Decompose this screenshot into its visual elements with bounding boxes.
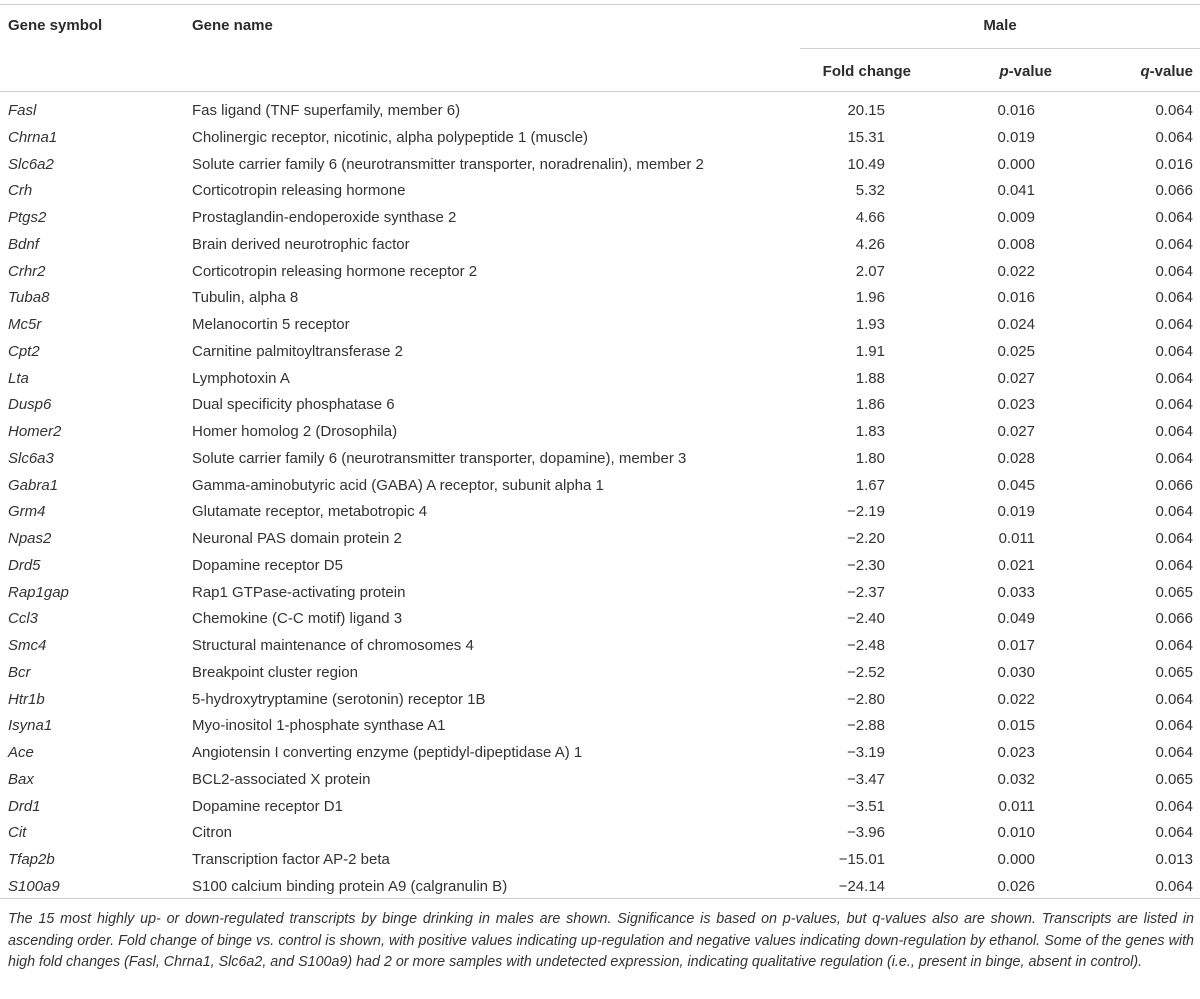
table-row — [0, 847, 1200, 874]
table-row — [0, 152, 1200, 179]
q-value-cell: 0.064 — [1155, 396, 1193, 414]
q-value-cell: 0.064 — [1155, 503, 1193, 521]
p-value-cell: 0.041 — [997, 182, 1035, 200]
table-row — [0, 339, 1200, 366]
p-value-cell: 0.024 — [997, 316, 1035, 333]
fold-change-cell: −3.19 — [847, 744, 885, 761]
p-value-cell: 0.019 — [997, 503, 1035, 521]
q-value-cell: 0.065 — [1155, 583, 1193, 601]
table-row — [0, 259, 1200, 286]
table-row — [0, 205, 1200, 232]
gene-symbol-cell: Tfap2b — [8, 851, 55, 868]
p-value-cell: 0.027 — [997, 369, 1035, 387]
fold-change-cell: 10.49 — [847, 155, 885, 173]
p-value-cell: 0.026 — [997, 877, 1035, 895]
gene-name-cell: Solute carrier family 6 (neurotransmitter transporter, noradrenalin), member 2 — [192, 155, 704, 173]
q-value-cell: 0.064 — [1155, 209, 1193, 226]
fold-change-cell: 1.93 — [855, 316, 885, 333]
group-rule — [800, 48, 1200, 49]
p-value-cell: 0.010 — [997, 824, 1035, 842]
gene-symbol-cell: Slc6a3 — [8, 449, 54, 467]
gene-symbol-cell: Bcr — [8, 663, 31, 681]
p-value-cell: 0.016 — [997, 102, 1035, 119]
p-value-cell: 0.011 — [998, 797, 1035, 815]
gene-symbol-cell: Bax — [8, 770, 34, 788]
fold-change-cell: −2.52 — [847, 663, 885, 681]
table-row — [0, 740, 1200, 767]
gene-name-cell: Lymphotoxin A — [192, 369, 290, 387]
p-value-cell: 0.009 — [997, 209, 1035, 226]
gene-symbol-cell: Drd5 — [8, 556, 41, 574]
gene-name-cell: Dual specificity phosphatase 6 — [192, 396, 395, 414]
p-value-cell: 0.021 — [997, 556, 1035, 574]
p-value-cell: 0.030 — [997, 663, 1035, 681]
q-value-cell: 0.064 — [1155, 289, 1193, 307]
gene-symbol-cell: Smc4 — [8, 637, 47, 654]
fold-change-cell: 1.88 — [855, 369, 885, 387]
gene-symbol-cell: Chrna1 — [8, 128, 58, 146]
p-value-cell: 0.023 — [997, 396, 1035, 414]
header-p-suffix: -value — [1008, 63, 1052, 80]
fold-change-cell: −2.30 — [847, 556, 885, 574]
fold-change-cell: 1.91 — [855, 342, 885, 360]
header-p-letter: p — [999, 63, 1009, 80]
table-row — [0, 446, 1200, 473]
p-value-cell: 0.000 — [997, 851, 1035, 868]
q-value-cell: 0.064 — [1155, 102, 1193, 119]
fold-change-cell: 1.96 — [855, 289, 885, 307]
q-value-cell: 0.064 — [1155, 797, 1193, 815]
fold-change-cell: 20.15 — [847, 102, 885, 119]
p-value-cell: 0.033 — [997, 583, 1035, 601]
gene-symbol-cell: Drd1 — [8, 797, 41, 815]
table-row — [0, 713, 1200, 740]
fold-change-cell: −3.51 — [847, 797, 885, 815]
gene-name-cell: Fas ligand (TNF superfamily, member 6) — [192, 102, 461, 119]
gene-symbol-cell: S100a9 — [8, 877, 60, 895]
gene-name-cell: Breakpoint cluster region — [192, 663, 358, 681]
table-row — [0, 553, 1200, 580]
q-value-cell: 0.013 — [1155, 851, 1193, 868]
fold-change-cell: −15.01 — [838, 851, 885, 868]
gene-symbol-cell: Dusp6 — [8, 396, 52, 414]
q-value-cell: 0.064 — [1155, 449, 1193, 467]
q-value-cell: 0.064 — [1155, 316, 1193, 333]
table-row — [0, 874, 1200, 901]
header-p-value — [960, 63, 1052, 80]
gene-symbol-cell: Gabra1 — [8, 476, 59, 494]
gene-name-cell: Rap1 GTPase-activating protein — [192, 583, 406, 601]
fold-change-cell: 15.31 — [847, 128, 885, 146]
table-row — [0, 419, 1200, 446]
p-value-cell: 0.023 — [997, 744, 1035, 761]
fold-change-cell: 1.80 — [855, 449, 885, 467]
header-q-value — [1100, 63, 1193, 80]
fold-change-cell: 4.66 — [855, 209, 885, 226]
q-value-cell: 0.016 — [1155, 155, 1193, 173]
fold-change-cell: −2.20 — [847, 530, 885, 547]
table-bottom-rule — [0, 898, 1200, 899]
gene-symbol-cell: Grm4 — [8, 503, 46, 521]
table-row — [0, 312, 1200, 339]
gene-name-cell: Solute carrier family 6 (neurotransmitter transporter, dopamine), member 3 — [192, 449, 687, 467]
gene-name-cell: BCL2-associated X protein — [192, 770, 371, 788]
gene-name-cell: Corticotropin releasing hormone receptor 2 — [192, 262, 478, 280]
q-value-cell: 0.066 — [1155, 182, 1193, 200]
gene-name-cell: Dopamine receptor D5 — [192, 556, 343, 574]
p-value-cell: 0.008 — [997, 235, 1035, 253]
p-value-cell: 0.027 — [997, 423, 1035, 440]
fold-change-cell: −24.14 — [838, 877, 885, 895]
gene-name-cell: Brain derived neurotrophic factor — [192, 235, 410, 253]
q-value-cell: 0.064 — [1155, 637, 1193, 654]
gene-name-cell: Citron — [192, 824, 233, 842]
p-value-cell: 0.032 — [997, 770, 1035, 788]
gene-symbol-cell: Crhr2 — [8, 262, 46, 280]
q-value-cell: 0.064 — [1155, 877, 1193, 895]
fold-change-cell: −2.40 — [847, 610, 885, 628]
q-value-cell: 0.064 — [1155, 717, 1193, 735]
p-value-cell: 0.028 — [997, 449, 1035, 467]
table-row — [0, 820, 1200, 847]
gene-name-cell: Chemokine (C-C motif) ligand 3 — [192, 610, 403, 628]
q-value-cell: 0.064 — [1155, 235, 1193, 253]
gene-symbol-cell: Npas2 — [8, 530, 52, 547]
table-row — [0, 526, 1200, 553]
table-row — [0, 366, 1200, 393]
table-row — [0, 473, 1200, 500]
p-value-cell: 0.019 — [997, 128, 1035, 146]
table-footnote: The 15 most highly up- or down-regulated transcripts by binge drinking in males are shown. Significance is based on p-values, but q-values also are shown. Transcripts are listed in ascending order. Fold change of binge vs. control is shown, with positive values indicating up-regulation and negative values indicating down-regulation by ethanol. Some of the genes with high fold changes (Fasl, Chrna1, Slc6a2, and S100a9) had 2 or more samples with undetected expression, indicating qualitative regulation (i.e., present in binge, absent in control). — [8, 911, 1194, 970]
fold-change-cell: 1.83 — [855, 423, 885, 440]
q-value-cell: 0.064 — [1155, 342, 1193, 360]
fold-change-cell: −2.19 — [847, 503, 885, 521]
p-value-cell: 0.017 — [997, 637, 1035, 654]
q-value-cell: 0.064 — [1155, 824, 1193, 842]
fold-change-cell: −2.88 — [847, 717, 885, 735]
table-row — [0, 794, 1200, 821]
table-row — [0, 767, 1200, 794]
table-row — [0, 606, 1200, 633]
gene-symbol-cell: Tuba8 — [8, 289, 50, 307]
q-value-cell: 0.064 — [1155, 369, 1193, 387]
q-value-cell: 0.064 — [1155, 262, 1193, 280]
p-value-cell: 0.022 — [997, 690, 1035, 708]
fold-change-cell: −2.48 — [847, 637, 885, 654]
gene-symbol-cell: Ccl3 — [8, 610, 39, 628]
q-value-cell: 0.064 — [1155, 128, 1193, 146]
p-value-cell: 0.045 — [997, 476, 1035, 494]
gene-symbol-cell: Mc5r — [8, 316, 42, 333]
gene-name-cell: Neuronal PAS domain protein 2 — [192, 530, 402, 547]
fold-change-cell: 1.67 — [855, 476, 885, 494]
table-row — [0, 660, 1200, 687]
table-row — [0, 178, 1200, 205]
fold-change-cell: 4.26 — [855, 235, 885, 253]
table-top-rule — [0, 4, 1200, 5]
gene-name-cell: Prostaglandin-endoperoxide synthase 2 — [192, 209, 457, 226]
gene-symbol-cell: Fasl — [8, 102, 37, 119]
gene-symbol-cell: Crh — [8, 182, 33, 200]
gene-name-cell: 5-hydroxytryptamine (serotonin) receptor 1B — [192, 690, 486, 708]
gene-name-cell: Cholinergic receptor, nicotinic, alpha polypeptide 1 (muscle) — [192, 128, 589, 146]
header-gene-name: Gene name — [192, 17, 273, 34]
p-value-cell: 0.049 — [997, 610, 1035, 628]
header-q-suffix: -value — [1149, 63, 1193, 80]
gene-name-cell: Angiotensin I converting enzyme (peptidyl-dipeptidase A) 1 — [192, 744, 583, 761]
q-value-cell: 0.064 — [1155, 690, 1193, 708]
gene-symbol-cell: Homer2 — [8, 423, 62, 440]
gene-symbol-cell: Cpt2 — [8, 342, 40, 360]
gene-name-cell: Melanocortin 5 receptor — [192, 316, 350, 333]
header-gene-symbol: Gene symbol — [8, 17, 103, 34]
q-value-cell: 0.064 — [1155, 556, 1193, 574]
q-value-cell: 0.064 — [1155, 423, 1193, 440]
gene-name-cell: Tubulin, alpha 8 — [192, 289, 299, 307]
table-row — [0, 580, 1200, 607]
q-value-cell: 0.065 — [1155, 770, 1193, 788]
gene-symbol-cell: Cit — [8, 824, 27, 842]
table-row — [0, 125, 1200, 152]
gene-symbol-cell: Slc6a2 — [8, 155, 54, 173]
table-row — [0, 98, 1200, 125]
q-value-cell: 0.066 — [1155, 610, 1193, 628]
gene-name-cell: Homer homolog 2 (Drosophila) — [192, 423, 398, 440]
gene-name-cell: Myo-inositol 1-phosphate synthase A1 — [192, 717, 446, 735]
gene-name-cell: S100 calcium binding protein A9 (calgranulin B) — [192, 877, 508, 895]
p-value-cell: 0.011 — [998, 530, 1035, 547]
table-row — [0, 392, 1200, 419]
fold-change-cell: 2.07 — [855, 262, 885, 280]
q-value-cell: 0.064 — [1155, 744, 1193, 761]
header-q-letter: q — [1140, 63, 1150, 80]
fold-change-cell: −3.47 — [847, 770, 885, 788]
gene-symbol-cell: Htr1b — [8, 690, 45, 708]
p-value-cell: 0.000 — [997, 155, 1035, 173]
header-fold-change: Fold change — [822, 63, 911, 80]
table-row — [0, 499, 1200, 526]
p-value-cell: 0.022 — [997, 262, 1035, 280]
gene-symbol-cell: Ace — [8, 744, 34, 761]
header-rule — [0, 91, 1200, 92]
fold-change-cell: 5.32 — [855, 182, 885, 200]
gene-symbol-cell: Isyna1 — [8, 717, 53, 735]
gene-symbol-cell: Ptgs2 — [8, 209, 47, 226]
p-value-cell: 0.015 — [997, 717, 1035, 735]
q-value-cell: 0.066 — [1155, 476, 1193, 494]
gene-name-cell: Corticotropin releasing hormone — [192, 182, 406, 200]
fold-change-cell: −3.96 — [847, 824, 885, 842]
table-body — [0, 98, 1200, 901]
fold-change-cell: 1.86 — [855, 396, 885, 414]
p-value-cell: 0.025 — [997, 342, 1035, 360]
gene-name-cell: Structural maintenance of chromosomes 4 — [192, 637, 474, 654]
table-row — [0, 633, 1200, 660]
fold-change-cell: −2.37 — [847, 583, 885, 601]
table-row — [0, 232, 1200, 259]
header-group-male: Male — [983, 17, 1017, 34]
table-row — [0, 687, 1200, 714]
gene-symbol-cell: Lta — [8, 369, 29, 387]
gene-name-cell: Glutamate receptor, metabotropic 4 — [192, 503, 428, 521]
fold-change-cell: −2.80 — [847, 690, 885, 708]
q-value-cell: 0.064 — [1155, 530, 1193, 547]
gene-name-cell: Carnitine palmitoyltransferase 2 — [192, 342, 403, 360]
table-row — [0, 285, 1200, 312]
gene-symbol-cell: Bdnf — [8, 235, 39, 253]
gene-symbol-cell: Rap1gap — [8, 583, 69, 601]
gene-name-cell: Transcription factor AP-2 beta — [192, 851, 390, 868]
gene-name-cell: Gamma-aminobutyric acid (GABA) A receptor, subunit alpha 1 — [192, 476, 604, 494]
q-value-cell: 0.065 — [1155, 663, 1193, 681]
gene-name-cell: Dopamine receptor D1 — [192, 797, 343, 815]
p-value-cell: 0.016 — [997, 289, 1035, 307]
